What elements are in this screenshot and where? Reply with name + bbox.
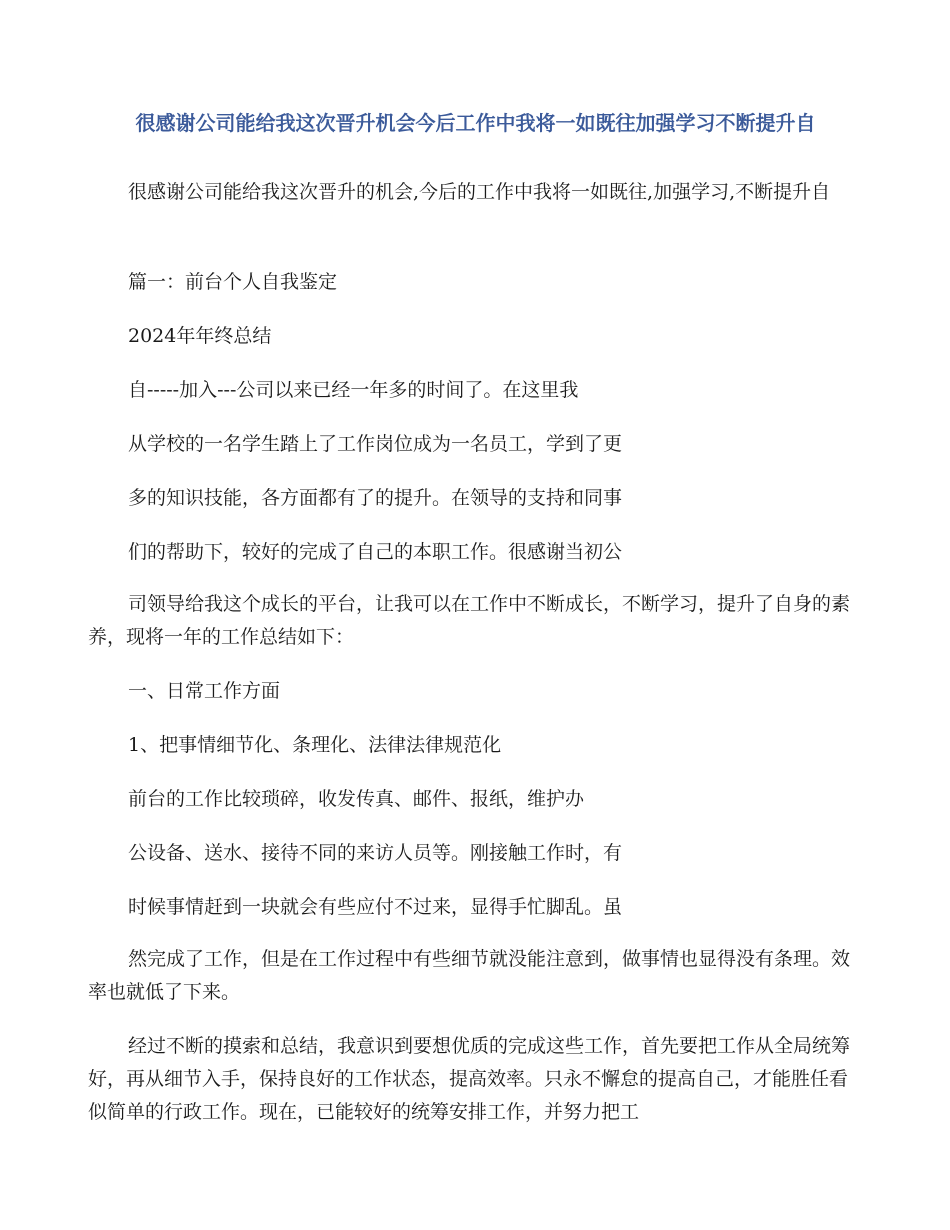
paragraph-line: 前台的工作比较琐碎，收发传真、邮件、报纸，维护办 — [128, 788, 585, 810]
paragraph-section-heading: 篇一：前台个人自我鉴定 — [128, 271, 338, 293]
paragraph-year-summary: 2024年年终总结 — [128, 325, 272, 347]
paragraph-line: 然完成了工作，但是在工作过程中有些细节就没能注意到，做事情也显得没有条理。效率也就低了下来。 — [88, 948, 851, 1003]
document-title: 很感谢公司能给我这次晋升机会今后工作中我将一如既往加强学习不断提升自 — [135, 111, 816, 135]
paragraph-line: 多的知识技能，各方面都有了的提升。在领导的支持和同事 — [128, 487, 623, 509]
paragraph-line: 公设备、送水、接待不同的来访人员等。刚接触工作时，有 — [128, 842, 623, 864]
paragraph-subheading: 一、日常工作方面 — [128, 680, 281, 702]
paragraph-line: 们的帮助下，较好的完成了自己的本职工作。很感谢当初公 — [128, 541, 623, 563]
paragraph-line: 司领导给我这个成长的平台，让我可以在工作中不断成长，不断学习，提升了自身的素养，现将一年的工作总结如下： — [88, 593, 851, 648]
paragraph-line: 经过不断的摸索和总结，我意识到要想优质的完成这些工作，首先要把工作从全局统筹好，再从细节入手，保持良好的工作状态，提高效率。只永不懈怠的提高自己，才能胜任看似简单的行政工作。现在，已能较好的统筹安排工作，并努力把工 — [88, 1035, 851, 1123]
paragraph-line: 自-----加入---公司以来已经一年多的时间了。在这里我 — [128, 379, 579, 401]
paragraph-item-heading: 1、把事情细节化、条理化、法律法律规范化 — [128, 734, 502, 756]
paragraph-line: 从学校的一名学生踏上了工作岗位成为一名员工，学到了更 — [128, 433, 623, 455]
paragraph-intro: 很感谢公司能给我这次晋升的机会,今后的工作中我将一如既往,加强学习,不断提升自 — [128, 181, 831, 203]
paragraph-line: 时候事情赶到一块就会有些应付不过来，显得手忙脚乱。虽 — [128, 896, 623, 918]
